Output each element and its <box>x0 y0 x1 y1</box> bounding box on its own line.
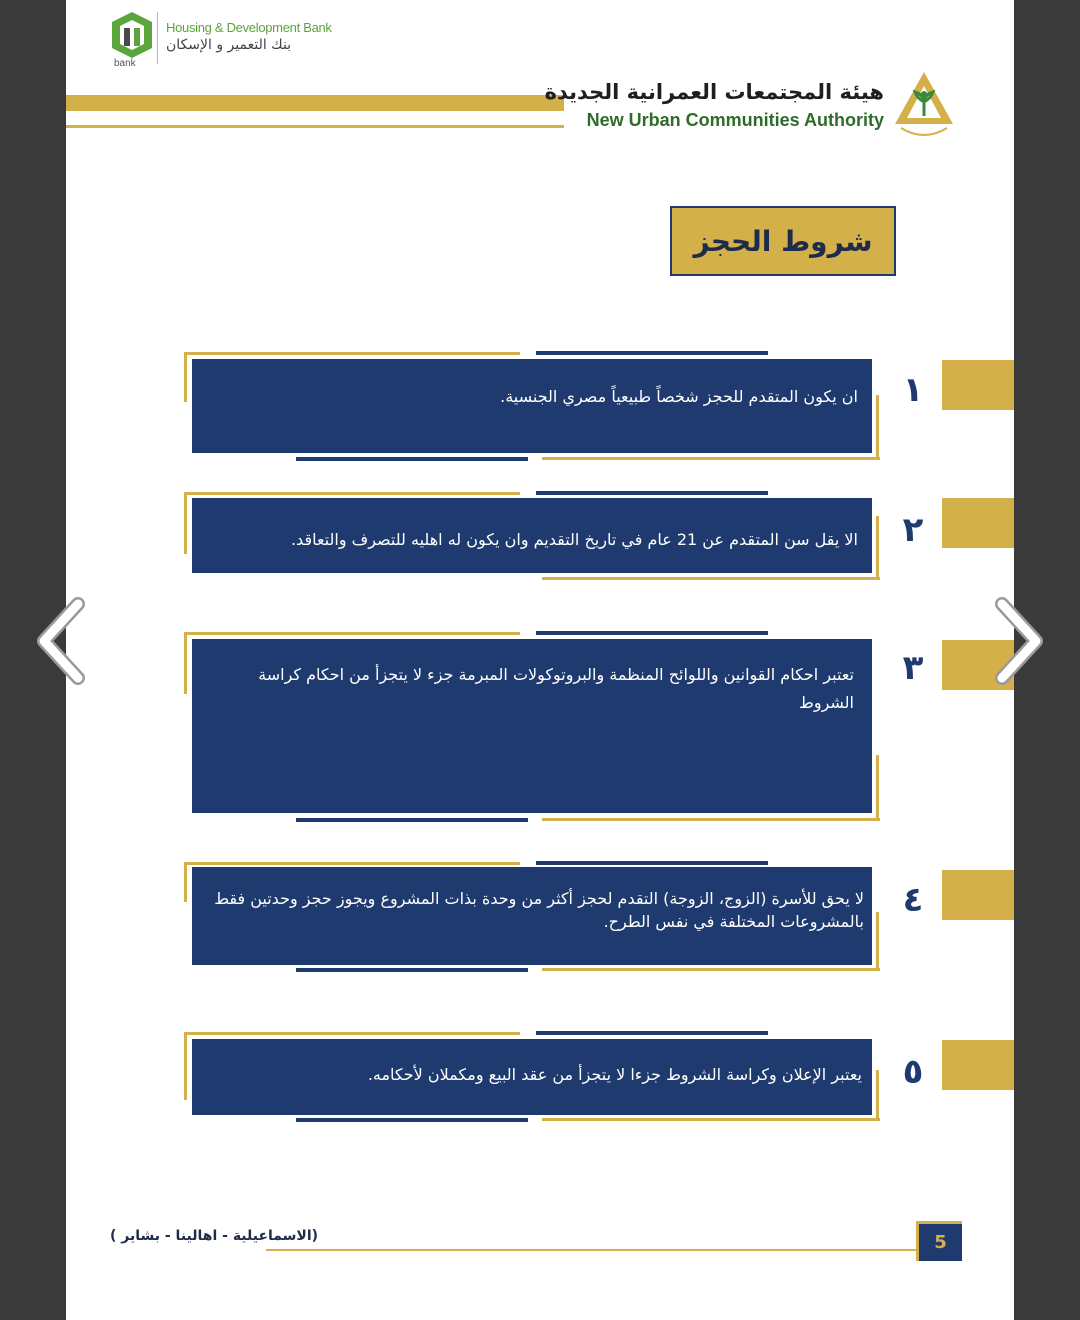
page-title: شروط الحجز <box>693 224 873 258</box>
decor-line <box>876 516 879 578</box>
decor-line <box>184 352 187 402</box>
number-tab <box>942 1040 1014 1090</box>
nuca-logo-icon <box>891 68 957 144</box>
header-gold-bar <box>66 95 564 111</box>
hdb-name-ar: بنك التعمير و الإسكان <box>166 37 292 53</box>
next-page-button[interactable] <box>988 596 1048 686</box>
page-number: 5 <box>916 1221 962 1261</box>
chevron-right-icon <box>988 596 1048 686</box>
number-tab <box>942 870 1014 920</box>
condition-box <box>192 867 872 965</box>
condition-text: تعتبر احكام القوانين واللوائح المنظمة والبروتوكولات المبرمة جزء لا يتجزأ من احكام كراسة الشروط <box>258 665 854 712</box>
condition-text: يعتبر الإعلان وكراسة الشروط جزءا لا يتجزأ من عقد البيع ومكملان لأحكامه. <box>367 1065 862 1084</box>
decor-line <box>184 632 187 694</box>
decor-line <box>184 492 520 495</box>
decor-line <box>542 818 880 821</box>
condition-text: الا يقل سن المتقدم عن 21 عام في تاريخ التقديم وان يكون له اهليه للتصرف والتعاقد. <box>290 530 858 549</box>
condition-box <box>192 498 872 573</box>
page-title-box <box>670 206 896 276</box>
condition-text: لا يحق للأسرة (الزوج، الزوجة) التقدم لحجز أكثر من وحدة بذات المشروع ويجوز حجز وحدتين فقط بالمشروعات المختلفة في نفس الطرح. <box>214 889 864 931</box>
condition-number: ٥ <box>902 1052 924 1092</box>
decor-line <box>296 457 528 461</box>
decor-line <box>296 968 528 972</box>
decor-line <box>876 755 879 821</box>
condition-box <box>192 639 872 813</box>
decor-line <box>184 1032 187 1100</box>
document-page <box>66 0 1014 1320</box>
nuca-name-ar: هيئة المجتمعات العمرانية الجديدة <box>544 80 884 104</box>
condition-box <box>192 359 872 453</box>
decor-line <box>184 1032 520 1035</box>
hdb-name-en: Housing & Development Bank <box>166 20 332 35</box>
decor-line <box>184 862 520 865</box>
hdb-small-label: bank <box>114 58 136 69</box>
header-gold-line <box>66 125 564 128</box>
nuca-name-en: New Urban Communities Authority <box>586 110 884 130</box>
decor-line <box>876 912 879 968</box>
condition-number: ١ <box>902 370 924 410</box>
decor-line <box>536 351 768 355</box>
previous-page-button[interactable] <box>32 596 92 686</box>
condition-box <box>192 1039 872 1115</box>
condition-number: ٣ <box>902 648 924 688</box>
number-tab <box>942 360 1014 410</box>
decor-line <box>184 862 187 902</box>
hdb-divider <box>157 12 158 64</box>
condition-text: ان يكون المتقدم للحجز شخصاً طبيعياً مصري الجنسية. <box>500 387 858 406</box>
decor-line <box>536 861 768 865</box>
decor-line <box>184 352 520 355</box>
decor-line <box>536 1031 768 1035</box>
decor-line <box>184 492 187 554</box>
decor-line <box>536 491 768 495</box>
footer-cities: (الاسماعيلية - اهالينا - بشاير ) <box>110 1228 319 1244</box>
decor-line <box>296 818 528 822</box>
chevron-left-icon <box>32 596 92 686</box>
decor-line <box>542 457 880 460</box>
decor-line <box>184 632 520 635</box>
decor-line <box>542 968 880 971</box>
decor-line <box>542 1118 880 1121</box>
condition-number: ٢ <box>902 510 924 550</box>
decor-line <box>876 395 879 460</box>
decor-line <box>542 577 880 580</box>
decor-line <box>876 1070 879 1118</box>
number-tab <box>942 498 1014 548</box>
footer-gold-line <box>266 1249 918 1251</box>
decor-line <box>296 1118 528 1122</box>
decor-line <box>536 631 768 635</box>
condition-number: ٤ <box>902 880 924 920</box>
